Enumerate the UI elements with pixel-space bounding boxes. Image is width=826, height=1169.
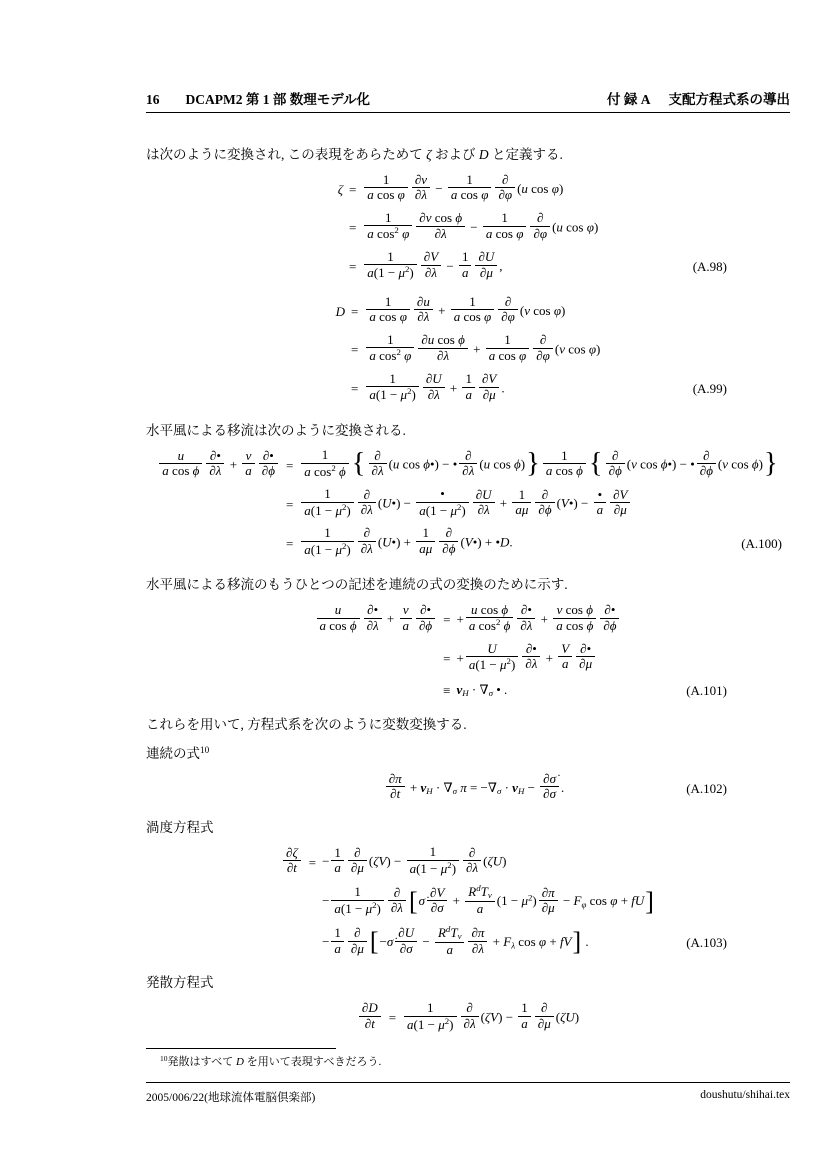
equation-row: ≡ vH · ∇σ • . [443, 682, 508, 699]
paragraph: 水平風による移流は次のように変換される. [146, 422, 406, 438]
paragraph: 水平風による移流のもうひとつの記述を連続の式の変換のために示す. [146, 576, 568, 592]
footnote-text: $^{10}$発散はすべて D を用いて表現すべきだろう. [160, 1053, 382, 1069]
equation-A.100 [146, 446, 790, 563]
header-left [146, 88, 370, 108]
equation-number: (A.101) [686, 682, 727, 698]
section-label: 発散方程式 [146, 975, 214, 991]
footnote-block [146, 1044, 790, 1071]
equation-continued [146, 999, 790, 1038]
equation-number: (A.103) [686, 935, 727, 951]
equation-A.98 [146, 171, 790, 287]
equation-number: (A.98) [692, 259, 727, 275]
paragraph: は次のように変換され, この表現をあらためて ζ および D と定義する. [146, 147, 563, 162]
equation-row: = $\frac{1}{a(1 - \mu^2)}$ $\frac{\partial}{\partial\lambda}$ (U•) − $\frac{•}{a(1 - \mu^2)}$ $\frac{\partial U}{\partial\lambda}$ + $\frac{1}{a\mu}$ $\frac{\partial}{\partial\phi}$ (V•) − $\frac{•}{a}$ $\frac{\partial V}{\partial\mu}$ [157, 485, 778, 524]
equation-A.103 [146, 843, 790, 963]
equation-row: = + $\frac{U}{a(1 - \mu^2)}$ $\frac{\partial•}{\partial\lambda}$ + $\frac{V}{a}$ $\frac{\partial•}{\partial\mu}$ [315, 640, 622, 679]
paragraph: これらを用いて, 方程式系を次のように変数変換する. [146, 716, 467, 732]
section-label: 連続の式$^{10}$ [146, 745, 210, 762]
equation-row: D = $\frac{1}{\text{a cos φ}}$ $\frac{\partial u}{\partial\lambda}$ + $\frac{1}{\text{a cos φ}}$ $\frac{\partial}{\partial\varphi}$ (v cos φ) [335, 293, 566, 325]
equation-A.99 [146, 293, 790, 409]
equation-row: = $\frac{1}{a(1 - \mu^2)}$ $\frac{\partial V}{\partial\lambda}$ − $\frac{1}{a}$ $\frac{\partial U}{\partial\mu}$ , [348, 248, 503, 281]
equation-row: $\frac{u}{\text{a cos ϕ}}$ $\frac{\partial•}{\partial\lambda}$ + $\frac{v}{a}$ $\frac{\partial•}{\partial\phi}$ = + $\frac{\text{u cos ϕ}}{a \cos^2 \phi}$ $\frac{\partial•}{\partial\lambda}$ + $\frac{\text{v cos ϕ}}{\text{a cos ϕ}}$ $\frac{\partial•}{\partial\phi}$ [315, 601, 622, 640]
equation-number: (A.99) [692, 381, 727, 397]
equation-row: − $\frac{1}{a}$ $\frac{\partial}{\partial\mu}$ [−σ̇ $\frac{\partial U}{\partial\sigma}$ − $\frac{R^dTv}{a}$ $\frac{\partial\pi}{\partial\lambda}$ + Fλ cos φ + fV] . [322, 923, 589, 957]
page-number: 16 [146, 92, 160, 107]
equation-row: $\frac{\partial\pi}{\partial t}$ + vH · ∇σ π = −∇σ · vH − $\frac{\partial\sigmȧ}{\partial\sigma}$ . [372, 770, 565, 808]
header-right-title: 支配方程式系の導出 [668, 92, 790, 107]
header-right [607, 88, 790, 108]
document-body [146, 113, 790, 1044]
equation-row: $\frac{\partial\zeta}{\partial t}$ = − $\frac{1}{a}$ $\frac{\partial}{\partial\mu}$ (ζV) − $\frac{1}{a(1 - \mu^2)}$ $\frac{\partial}{\partial\lambda}$ (ζU) [281, 843, 655, 882]
equation-row: $\frac{u}{\text{a cos ϕ}}$ $\frac{\partial•}{\partial\lambda}$ + $\frac{v}{a}$ $\frac{\partial•}{\partial\phi}$ = $\frac{1}{a \cos^2 \phi}$ { $\frac{\partial}{\partial\lambda}$ (u cos ϕ•) − • $\frac{\partial}{\partial\lambda}$ (u cos ϕ)} $\frac{1}{\text{a cos ϕ}}$ { $\frac{\partial}{\partial\phi}$ (v cos ϕ•) − • $\frac{\partial}{\partial\phi}$ (v cos ϕ)} [157, 446, 778, 485]
header-appendix-label: 付 録 A [607, 92, 651, 107]
footer-filename: doushutu/shihai.tex [700, 1089, 790, 1102]
equation-row: = $\frac{1}{a \cos^2 \varphi}$ $\frac{\text{∂u cos ϕ}}{\partial\lambda}$ + $\frac{1}{\text{a cos φ}}$ $\frac{\partial}{\partial\varphi}$ (v cos φ) [351, 331, 601, 364]
equation-row: − $\frac{1}{a(1 - \mu^2)}$ $\frac{\partial}{\partial\lambda}$ [σ̇ $\frac{\partial V}{\partial\sigma}$ + $\frac{R^dTv}{a}$ $(1 - \mu^2)$ $\frac{\partial\pi}{\partial\mu}$ − Fφ cos φ + fU] [322, 883, 654, 917]
footer-date: 2005/006/22(地球流体電脳倶楽部) [146, 1092, 316, 1105]
equation-row: $\frac{\partial D}{\partial t}$ = $\frac{1}{a(1 - \mu^2)}$ $\frac{\partial}{\partial\lambda}$ (ζV) − $\frac{1}{a}$ $\frac{\partial}{\partial\mu}$ (ζU) [357, 999, 579, 1038]
page-header [146, 88, 790, 113]
header-left-title: DCAPM2 第 1 部 数理モデル化 [185, 92, 371, 107]
equation-A.101 [146, 601, 790, 703]
equation-number: (A.100) [741, 535, 782, 551]
equation-A.102 [146, 770, 790, 808]
page-footer [146, 1082, 790, 1105]
equation-row: = $\frac{1}{a(1 - \mu^2)}$ $\frac{\partial U}{\partial\lambda}$ + $\frac{1}{a}$ $\frac{\partial V}{\partial\mu}$ . [351, 370, 505, 403]
equation-row: = $\frac{1}{a \cos^2 \varphi}$ $\frac{\text{∂v cos ϕ}}{\partial\lambda}$ − $\frac{1}{\text{a cos φ}}$ $\frac{\partial}{\partial\varphi}$ (u cos φ) [348, 209, 599, 242]
section-label: 渦度方程式 [146, 819, 214, 835]
equation-row: ζ = $\frac{1}{\text{a cos φ}}$ $\frac{\partial v}{\partial\lambda}$ − $\frac{1}{\text{a cos φ}}$ $\frac{\partial}{\partial\varphi}$ (u cos φ) [337, 171, 564, 203]
equation-number: (A.102) [686, 780, 727, 796]
equation-row: = $\frac{1}{a(1 - \mu^2)}$ $\frac{\partial}{\partial\lambda}$ (U•) + $\frac{1}{a\mu}$ $\frac{\partial}{\partial\phi}$ (V•) + •D. [285, 525, 513, 557]
footnote-rule [146, 1048, 336, 1049]
